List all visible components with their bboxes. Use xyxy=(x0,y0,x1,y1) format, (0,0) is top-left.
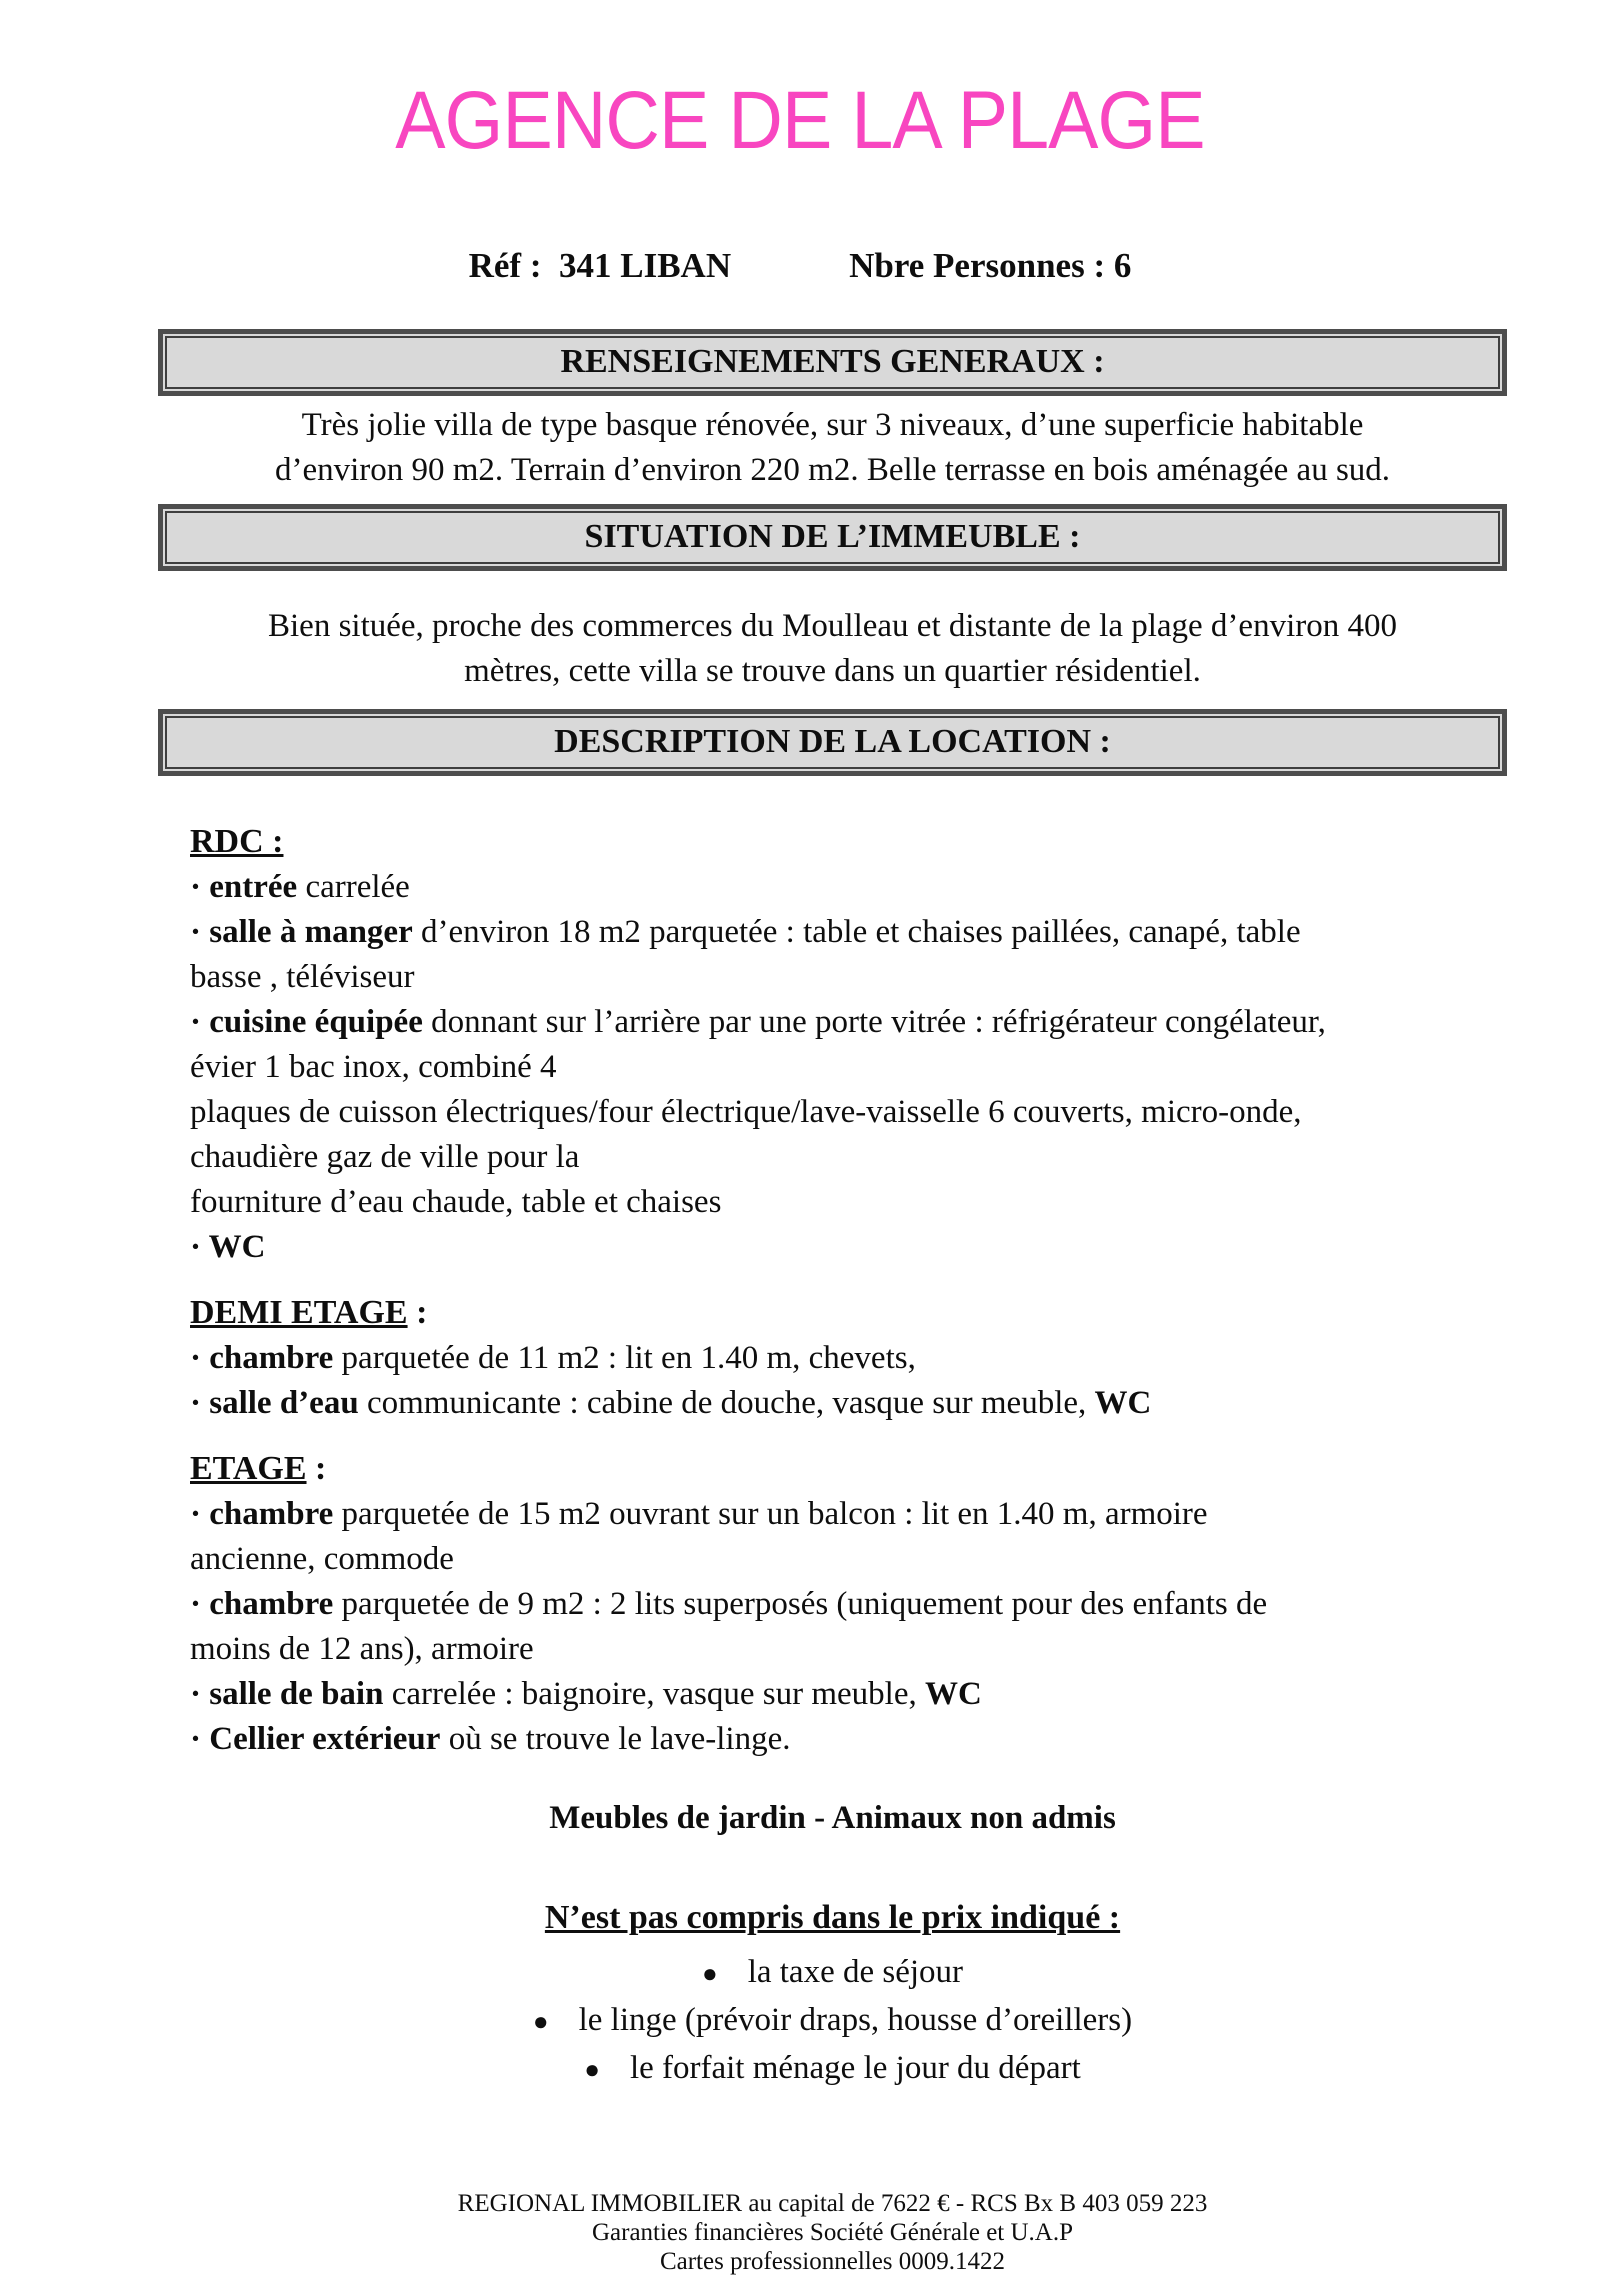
footer-line: Cartes professionnelles 0009.1422 xyxy=(659,2248,1006,2275)
list-item xyxy=(190,1090,1500,1135)
demi-etage-heading xyxy=(190,1290,1500,1336)
not-included-item-text: le forfait ménage le jour du départ xyxy=(629,2050,1081,2086)
paragraph-line: mètres, cette villa se trouve dans un quartier résidentiel. xyxy=(464,653,1201,689)
section-header-text: DESCRIPTION DE LA LOCATION : xyxy=(554,723,1111,760)
bullet-icon: ● xyxy=(532,2007,549,2036)
not-included-heading-text: N’est pas compris dans le prix indiqué : xyxy=(544,1899,1121,1936)
list-item xyxy=(190,1537,1500,1582)
paragraph-line: d’environ 90 m2. Terrain d’environ 220 m2. Belle terrasse en bois aménagée au sud. xyxy=(274,452,1391,488)
item-text: évier 1 bac inox, combiné 4 xyxy=(190,1049,557,1085)
persons-count-label: Nbre Personnes : 6 xyxy=(849,246,1132,285)
general-paragraph xyxy=(165,403,1500,493)
section-header-text: SITUATION DE L’IMMEUBLE : xyxy=(584,518,1081,555)
not-included-item xyxy=(165,1949,1500,1997)
etage-heading-text: ETAGE xyxy=(190,1450,307,1487)
list-item xyxy=(190,1180,1500,1225)
rdc-heading xyxy=(190,819,1500,865)
not-included-item xyxy=(165,1997,1500,2045)
list-item xyxy=(190,1717,1500,1762)
bullet-icon: ● xyxy=(701,1959,718,1988)
list-item xyxy=(190,1627,1500,1672)
item-text: où se trouve le lave-linge. xyxy=(440,1721,791,1757)
list-item xyxy=(190,1336,1500,1381)
item-bold-suffix: WC xyxy=(925,1676,982,1712)
item-text: plaques de cuisson électriques/four électrique/lave-vaisselle 6 couverts, micro-onde, xyxy=(190,1094,1302,1130)
item-text: carrelée : baignoire, vasque sur meuble, xyxy=(383,1676,925,1712)
item-text: chaudière gaz de ville pour la xyxy=(190,1139,580,1175)
document-content xyxy=(165,336,1500,2276)
item-text: d’environ 18 m2 parquetée : table et chaises paillées, canapé, table xyxy=(412,914,1301,950)
description-list xyxy=(165,819,1500,1762)
rdc-heading-text: RDC : xyxy=(190,823,284,860)
item-text: parquetée de 9 m2 : 2 lits superposés (uniquement pour des enfants de xyxy=(333,1586,1268,1622)
list-item xyxy=(190,910,1500,955)
item-bold-label: · cuisine équipée xyxy=(190,1004,423,1040)
item-text: donnant sur l’arrière par une porte vitrée : réfrigérateur congélateur, xyxy=(422,1004,1326,1040)
item-bold-label: · chambre xyxy=(190,1340,334,1376)
bullet-icon: ● xyxy=(584,2055,600,2084)
item-bold-label: · salle d’eau xyxy=(190,1385,359,1421)
section-header-renseignements xyxy=(165,336,1500,389)
list-item xyxy=(190,1582,1500,1627)
item-text: basse , téléviseur xyxy=(190,959,415,995)
not-included-item xyxy=(165,2045,1500,2093)
etage-heading xyxy=(190,1446,1500,1492)
item-bold-label: · salle à manger xyxy=(190,914,413,950)
list-item xyxy=(190,1492,1500,1537)
footer-line: Garanties financières Société Générale et U.A.P xyxy=(591,2219,1074,2246)
paragraph-line: Bien située, proche des commerces du Moulleau et distante de la plage d’environ 400 xyxy=(268,608,1397,644)
list-item xyxy=(190,1000,1500,1045)
item-text: parquetée de 15 m2 ouvrant sur un balcon : lit en 1.40 m, armoire xyxy=(333,1496,1208,1532)
list-item xyxy=(190,865,1500,910)
item-text: fourniture d’eau chaude, table et chaises xyxy=(190,1184,722,1220)
list-item xyxy=(190,955,1500,1000)
item-bold-label: · chambre xyxy=(190,1496,334,1532)
list-item xyxy=(190,1672,1500,1717)
agency-title: AGENCE DE LA PLAGE xyxy=(395,75,1205,166)
item-bold-label: · Cellier extérieur xyxy=(190,1721,441,1757)
item-bold-label: · chambre xyxy=(190,1586,334,1622)
list-item xyxy=(190,1045,1500,1090)
item-text: ancienne, commode xyxy=(190,1541,454,1577)
situation-paragraph xyxy=(165,604,1500,694)
item-text: carrelée xyxy=(297,869,410,905)
item-text: parquetée de 11 m2 : lit en 1.40 m, chevets, xyxy=(333,1340,916,1376)
reference-label: Réf : 341 LIBAN xyxy=(468,246,732,285)
item-text: moins de 12 ans), armoire xyxy=(190,1631,534,1667)
demi-etage-heading-text: DEMI ETAGE xyxy=(190,1294,408,1331)
item-text: communicante : cabine de douche, vasque sur meuble, xyxy=(358,1385,1095,1421)
list-item xyxy=(190,1225,1500,1270)
garden-animals-note: Meubles de jardin - Animaux non admis xyxy=(549,1800,1116,1836)
item-bold-suffix: WC xyxy=(1094,1385,1152,1421)
heading-colon: : xyxy=(407,1294,428,1331)
section-header-text: RENSEIGNEMENTS GENERAUX : xyxy=(560,343,1105,380)
not-included-item-text: le linge (prévoir draps, housse d’oreillers) xyxy=(578,2002,1133,2038)
reference-row xyxy=(0,246,1600,286)
heading-colon: : xyxy=(306,1450,327,1487)
section-header-situation xyxy=(165,511,1500,564)
paragraph-line: Très jolie villa de type basque rénovée, sur 3 niveaux, d’une superficie habitable xyxy=(301,407,1364,443)
list-item xyxy=(190,1381,1500,1426)
list-item xyxy=(190,1135,1500,1180)
not-included-item-text: la taxe de séjour xyxy=(747,1954,964,1990)
footer-line: REGIONAL IMMOBILIER au capital de 7622 € - RCS Bx B 403 059 223 xyxy=(457,2190,1208,2217)
item-bold-label: · salle de bain xyxy=(190,1676,384,1712)
section-header-description xyxy=(165,716,1500,769)
not-included-heading xyxy=(165,1895,1500,1941)
item-bold-label: · WC xyxy=(190,1229,266,1265)
item-bold-label: · entrée xyxy=(190,869,298,905)
